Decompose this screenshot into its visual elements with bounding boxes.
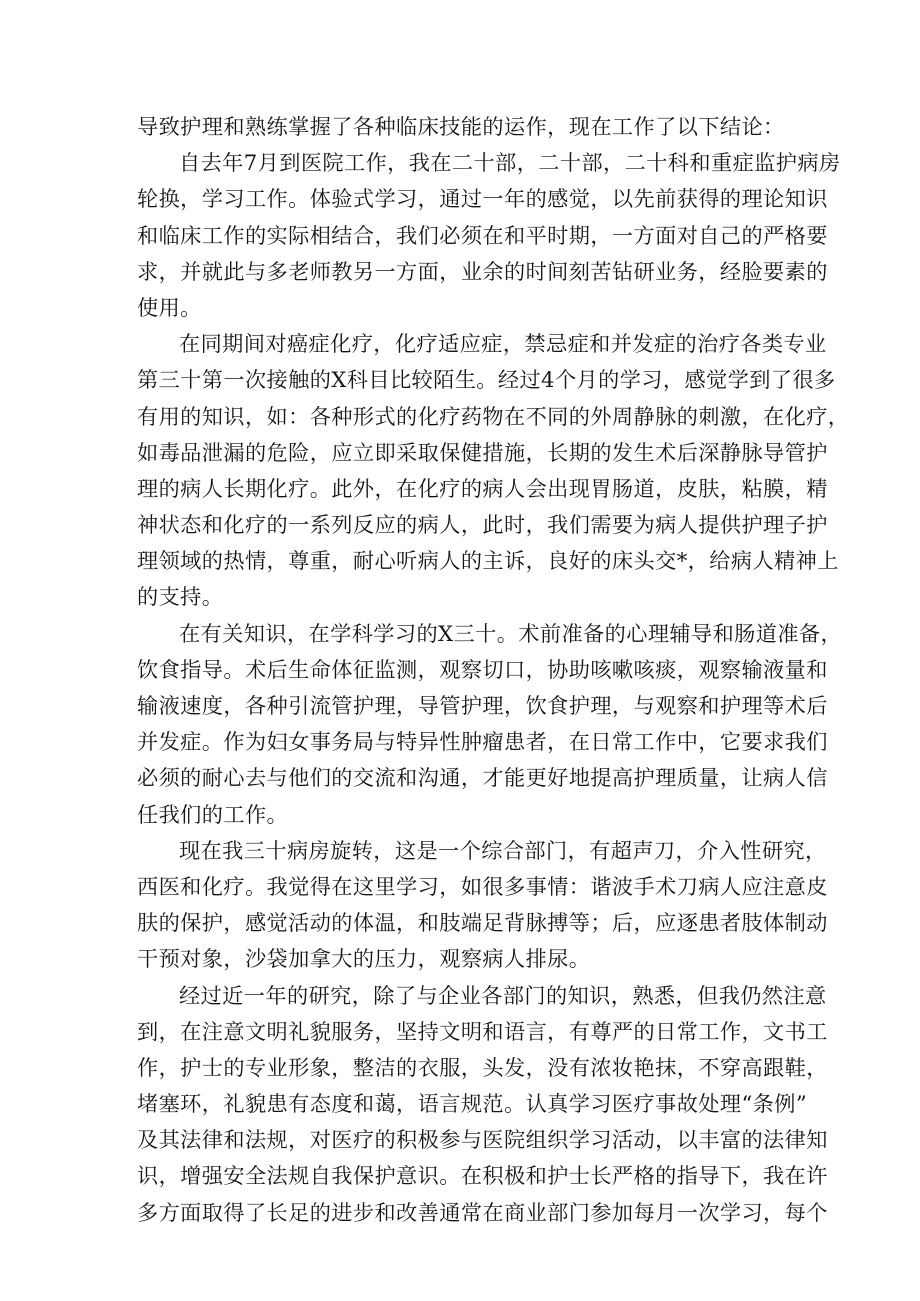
text-line: 和临床工作的实际相结合，我们必须在和平时期，一方面对自己的严格要 [137, 222, 828, 248]
paragraph [137, 326, 850, 616]
text-line: 西医和化疗。我觉得在这里学习，如很多事情：谐波手术刀病人应注意皮 [137, 873, 828, 899]
text-line: 识，增强安全法规自我保护意识。在积极和护士长严格的指导下，我在许 [137, 1163, 828, 1189]
text-line: 现在我三十病房旋转，这是一个综合部门，有超声刀，介入性研究， [179, 837, 827, 863]
paragraph [137, 145, 841, 326]
text-line: 多方面取得了长足的进步和改善通常在商业部门参加每月一次学习，每个 [137, 1199, 828, 1225]
text-line: 肤的保护，感觉活动的体温，和肢端足背脉搏等；后，应逐患者肢体制动 [137, 910, 828, 936]
paragraph [137, 109, 787, 145]
text-line: 轮换，学习工作。体验式学习，通过一年的感觉，以先前获得的理论知识 [137, 186, 828, 212]
text-line: 饮食指导。术后生命体征监测，观察切口，协助咳嗽咳痰，观察输液量和 [137, 656, 828, 682]
text-line: 在有关知识，在学科学习的X三十。术前准备的心理辅导和肠道准备， [179, 620, 843, 646]
text-line: 任我们的工作。 [137, 801, 289, 827]
text-line: 输液速度，各种引流管护理，导管护理，饮食护理，与观察和护理等术后 [137, 693, 828, 718]
text-line: 必须的耐心去与他们的交流和沟通，才能更好地提高护理质量，让病人信 [137, 765, 828, 791]
text-line: 作，护士的专业形象，整洁的衣服，头发，没有浓妆艳抹，不穿高跟鞋， [137, 1054, 828, 1080]
text-line: 在同期间对癌症化疗，化疗适应症，禁忌症和并发症的治疗各类专业 [179, 331, 827, 357]
text-line: 如毒品泄漏的危险，应立即采取保健措施，长期的发生术后深静脉导管护 [137, 439, 828, 465]
paragraph [137, 978, 828, 1231]
text-line: 到，在注意文明礼貌服务，坚持文明和语言，有尊严的日常工作，文书工 [137, 1018, 828, 1044]
text-line: 干预对象，沙袋加拿大的压力，观察病人排尿。 [137, 946, 591, 972]
text-line: 导致护理和熟练掌握了各种临床技能的运作，现在工作了以下结论： [137, 114, 785, 139]
text-line: 的支持。 [137, 584, 224, 610]
text-line: 神状态和化疗的一系列反应的病人，此时，我们需要为病人提供护理子护 [137, 512, 828, 538]
text-line: 堵塞环，礼貌患有态度和蔼，语言规范。认真学习医疗事故处理“条例” [137, 1091, 808, 1117]
text-line: 求，并就此与多老师教另一方面，业余的时间刻苦钻研业务，经脸要素的 [137, 258, 828, 284]
text-line: 及其法律和法规，对医疗的积极参与医院组织学习活动，以丰富的法律知 [137, 1127, 828, 1153]
paragraph [137, 833, 828, 978]
text-line: 经过近一年的研究，除了与企业各部门的知识，熟悉，但我仍然注意 [179, 982, 827, 1008]
text-line: 使用。 [137, 294, 202, 320]
text-line: 自去年7月到医院工作，我在二十部，二十部，二十科和重症监护病房 [179, 150, 841, 176]
text-line: 理的病人长期化疗。此外，在化疗的病人会出现胃肠道，皮肤，粘膜，精 [137, 475, 828, 501]
text-line: 第三十第一次接触的X科目比较陌生。经过4个月的学习，感觉学到了很多 [137, 367, 836, 393]
paragraph [137, 616, 843, 833]
body-text [137, 109, 850, 1231]
text-line: 理领域的热情，尊重，耐心听病人的主诉，良好的床头交*，给病人精神上 [137, 548, 839, 574]
text-line: 有用的知识，如：各种形式的化疗药物在不同的外周静脉的刺激，在化疗， [137, 403, 850, 429]
text-line: 并发症。作为妇女事务局与特异性肿瘤患者，在日常工作中，它要求我们 [137, 729, 828, 755]
